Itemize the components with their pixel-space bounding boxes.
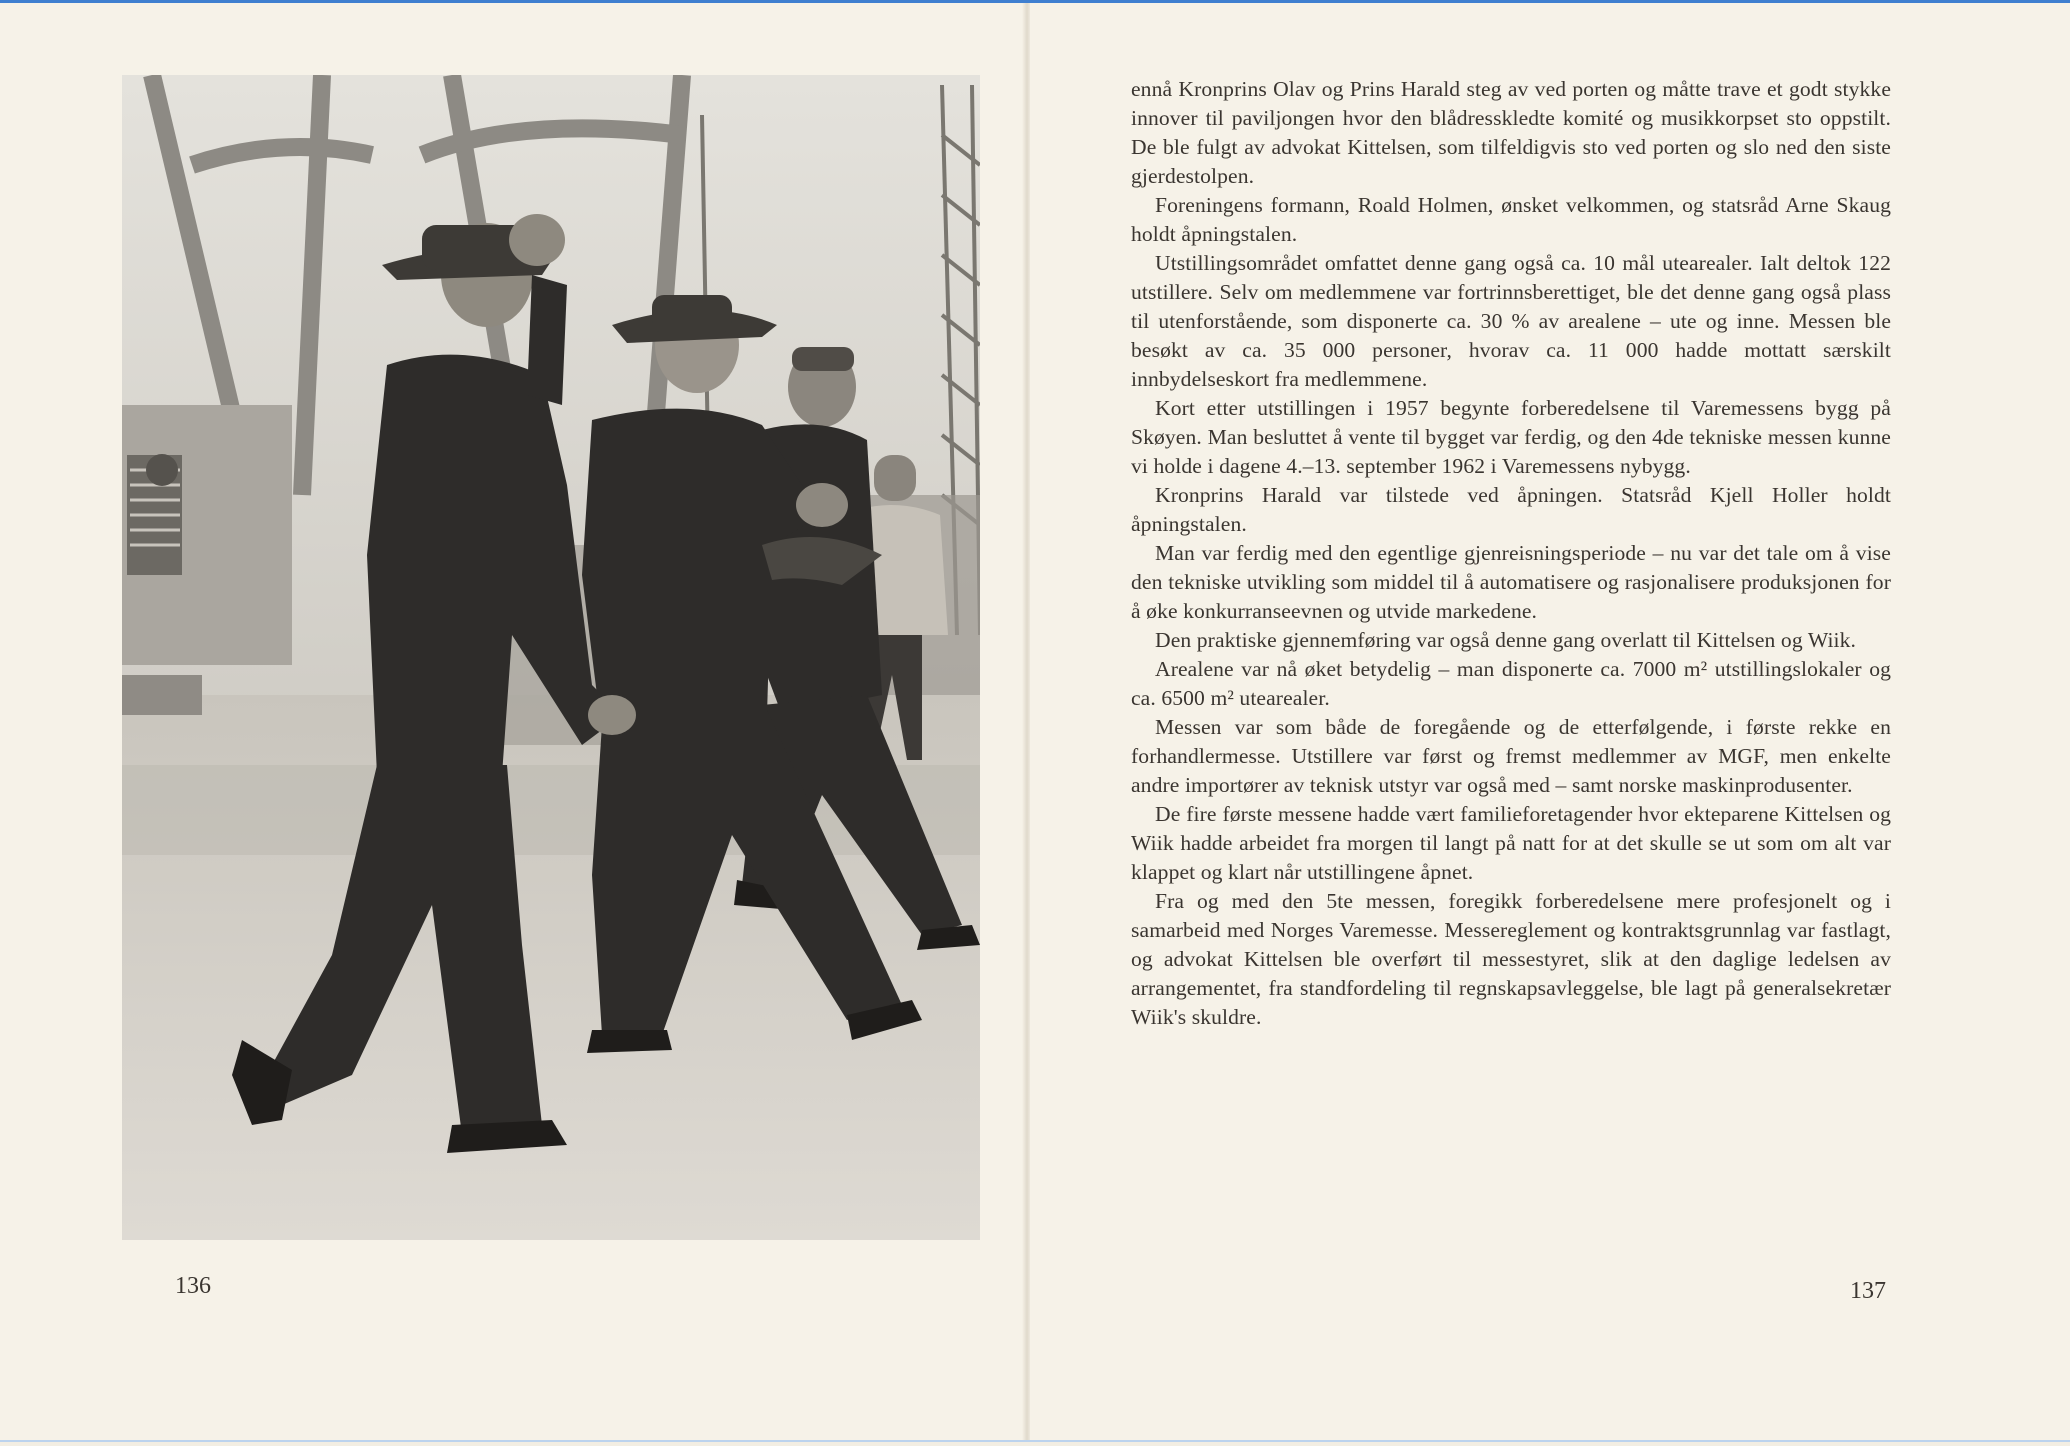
body-text	[1131, 75, 1891, 1032]
paragraph: De fire første messene hadde vært familieforetagender hvor ekteparene Kittelsen og Wiik hadde arbeidet fra morgen til langt på natt for at det skulle se ut som om alt var klappet og klart når utstillingene åpnet.	[1131, 802, 1891, 884]
paragraph: Kort etter utstillingen i 1957 begynte forberedelsene til Varemessens bygg på Skøyen. Man besluttet å vente til bygget var ferdig, og den 4de tekniske messen kunne vi holde i dagene 4.–13. september 1962 i Varemessens nybygg.	[1131, 396, 1891, 478]
paragraph: Kronprins Harald var tilstede ved åpningen. Statsråd Kjell Holler holdt åpningstalen.	[1131, 483, 1891, 536]
paragraph: Arealene var nå øket betydelig – man disponerte ca. 7000 m² utstillingslokaler og ca. 6500 m² utearealer.	[1131, 657, 1891, 710]
left-page-number: 136	[175, 1273, 211, 1299]
right-page-number: 137	[1850, 1278, 1886, 1304]
photo-officials-walking	[122, 75, 980, 1240]
window-bottom-border	[0, 1440, 2070, 1442]
paragraph: Fra og med den 5te messen, foregikk forberedelsene mere profesjonelt og i samarbeid med Norges Varemesse. Messereglement og kontraktsgrunnlag var fastlagt, og advokat Kittelsen ble overført til messestyret, slik at den daglige ledelsen av arrangementet, fra standfordeling til regnskapsavleggelse, ble lagt på generalsekretær Wiik's skuldre.	[1131, 889, 1891, 1029]
left-page	[0, 3, 1025, 1440]
paragraph: Den praktiske gjennemføring var også denne gang overlatt til Kittelsen og Wiik.	[1155, 628, 1857, 652]
paragraph: Man var ferdig med den egentlige gjenreisningsperiode – nu var det tale om å vise den tekniske utvikling som middel til å automatisere og rasjonalisere produksjonen for å øke konkurranseevnen og utvide markedene.	[1131, 541, 1891, 623]
paragraph: Utstillingsområdet omfattet denne gang også ca. 10 mål utearealer. Ialt deltok 122 utstillere. Selv om medlemmene var fortrinnsberettiget, ble det denne gang også plass til utenforstående, som disponerte ca. 30 % av arealene – ute og inne. Messen ble besøkt av ca. 35 000 personer, hvorav ca. 11 000 hadde mottatt særskilt innbydelseskort fra medlemmene.	[1131, 251, 1891, 391]
paragraph: ennå Kronprins Olav og Prins Harald steg av ved porten og måtte trave et godt stykke innover til paviljongen hvor den blådresskledte komité og musikkorpset sto oppstilt. De ble fulgt av advokat Kittelsen, som tilfeldigvis sto ved porten og slo ned den siste gjerdestolpen.	[1131, 77, 1891, 188]
paragraph: Messen var som både de foregående og de etterfølgende, i første rekke en forhandlermesse. Utstillere var først og fremst medlemmer av MGF, men enkelte andre importører av teknisk utstyr var også med – samt norske maskinprodusenter.	[1131, 715, 1891, 797]
paragraph: Foreningens formann, Roald Holmen, ønsket velkommen, og statsråd Arne Skaug holdt åpningstalen.	[1131, 193, 1891, 246]
